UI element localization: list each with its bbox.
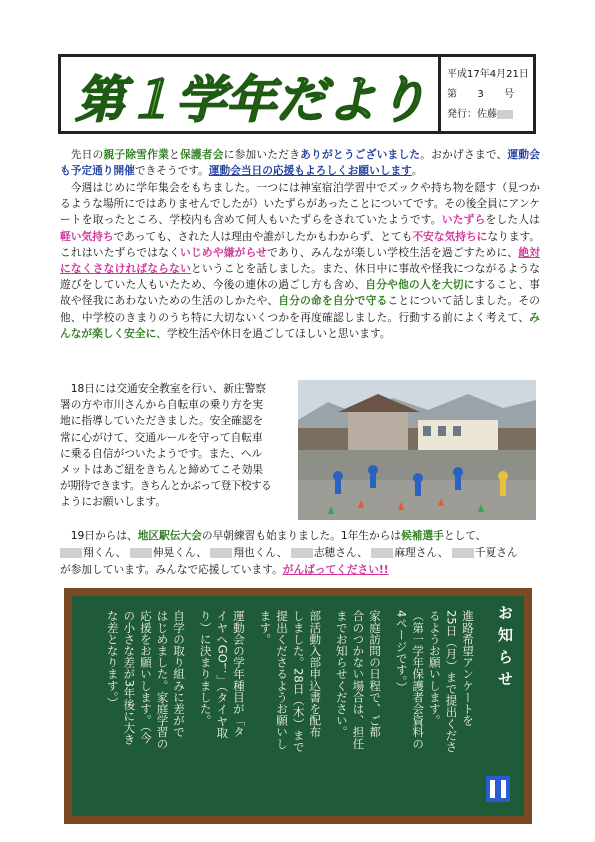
paragraph-assembly — [60, 180, 540, 342]
text-line: 地に指導していただきました。安全確認を — [60, 414, 264, 428]
issue-label: 第 — [447, 89, 457, 100]
redacted-name — [291, 548, 313, 558]
notice-line: （第一学年保護者会資料の — [411, 610, 426, 750]
text-line: に乗る自信がついたようです。また、ヘル — [60, 446, 263, 460]
notice-line: な差となります。） — [105, 610, 120, 709]
paragraph-relay-end — [60, 562, 540, 578]
redacted-name — [371, 548, 393, 558]
issue-number — [447, 89, 514, 101]
notice-title: お知らせ — [496, 605, 514, 693]
text: の早朝練習も始まりました。1年生からは — [201, 529, 402, 542]
title-banner — [67, 59, 437, 131]
paragraph-relay — [60, 528, 540, 544]
text-line: メットはあご紐をきちんと締めてこそ効果 — [60, 463, 264, 477]
header-divider — [438, 57, 441, 131]
text: ことについて話しました。その他、中学校のきまりのうち特に大切ないくつかを再度確認しました。行動する前によく考えて、 — [60, 294, 540, 324]
highlight: 不安な気持ちに — [412, 229, 488, 243]
text: できそうです。 — [134, 164, 209, 178]
highlight: がんばってください!! — [282, 563, 389, 576]
text: 。 — [411, 164, 423, 178]
newsletter-header — [58, 54, 536, 134]
text: 今週はじめに学年集会をもちました。一つには神室宿泊学習中でズックや持ち物を隠す（見つかるような場所にではありませんでしたが）いたずらがあったことについてです。その後全員にアンケートを取ったところ、学校内も含めて何人もいたずらをされていたようです。 — [60, 181, 540, 227]
highlight: 地区駅伝大会 — [137, 529, 202, 542]
notice-line: 運動会の学年種目が「タ — [231, 610, 246, 738]
runner-name: 千夏さん — [474, 546, 518, 559]
runner-name: 伸晃くん、 — [152, 546, 207, 559]
text-line: 常に心がけて、交通ルールを守って自転車 — [60, 430, 263, 444]
notice-line: 4ページです。） — [394, 610, 409, 693]
notice-line: 家庭訪問の日程で、ご都 — [368, 610, 383, 738]
text: が参加しています。みんなで応援しています。 — [60, 563, 283, 576]
highlight: みんなが楽しく安全に — [60, 310, 540, 340]
paragraph-relay-names — [60, 545, 540, 561]
issue-date: 平成17年4月21日 — [447, 69, 529, 80]
notice-badge-icon — [486, 776, 510, 802]
redacted-name — [60, 548, 82, 558]
text: であっても、された人は理由や誰がしたかもわからず、とても — [113, 229, 413, 243]
notice-line: の小さな差が3年後に大き — [122, 610, 137, 745]
text: と — [169, 148, 180, 161]
redacted-name — [210, 548, 232, 558]
highlight: ありがとうございました — [300, 148, 421, 161]
notice-line: までお知らせください。 — [334, 610, 349, 738]
redacted-name — [130, 548, 152, 558]
paragraph-thanks — [60, 147, 540, 179]
notice-line: はじめました。家庭学習の — [155, 610, 170, 750]
notice-line: 進路希望アンケートを — [461, 610, 475, 726]
text: をした人は — [485, 213, 540, 227]
text: 。おかげさまで、 — [420, 148, 508, 161]
text: に参加いただき — [223, 148, 301, 161]
notice-line: 部活動入部申込書を配布 — [308, 610, 323, 738]
highlight: 運動会当日の応援もよろしくお願いします — [208, 164, 412, 178]
paragraph-traffic-safety — [60, 381, 292, 511]
highlight: 絶対になくさなければならない — [60, 245, 540, 276]
notice-line: ます。 — [258, 610, 273, 645]
text-line: が期待できます。きちんとかぶって登下校する — [60, 479, 271, 493]
text: なります。これはいたずらではなく — [60, 229, 540, 259]
text-line: 署の方や市川さんから自転車の乗り方を実 — [60, 398, 264, 412]
highlight: 候補選手 — [401, 529, 444, 542]
highlight: 軽い気持ち — [60, 229, 114, 243]
notice-board — [72, 596, 524, 816]
highlight: いたずら — [441, 213, 486, 227]
newsletter-title: 第１学年だより — [75, 71, 427, 129]
notice-line: 自学の取り組みに差がで — [172, 610, 187, 738]
text: 19日からは、 — [70, 529, 138, 542]
redacted-name — [497, 110, 513, 119]
highlight: 自分の命を自分で守る — [278, 294, 388, 308]
publisher — [447, 109, 513, 121]
highlight: 自分や他の人を大切に — [365, 278, 475, 292]
text: として、 — [443, 529, 487, 542]
notice-columns — [104, 610, 476, 810]
runner-name: 翔也くん、 — [233, 546, 288, 559]
issue-value: 3 — [477, 89, 484, 100]
text: すること、事故や怪我にあわないための生活のしかたや、 — [60, 278, 540, 308]
notice-line: 合のつかない場合は、担任 — [351, 610, 366, 750]
text-line: ようにお願いします。 — [60, 495, 167, 509]
notice-line: イヤへGO！」（タイヤ取 — [215, 610, 230, 739]
notice-line: しました。28日（木）まで — [291, 610, 306, 753]
notice-line: り）に決まりました。 — [198, 610, 213, 726]
highlight: いじめや嫌がらせ — [180, 245, 268, 259]
publisher-text: 発行：佐藤 — [447, 109, 497, 120]
runner-name: 翔くん、 — [83, 546, 127, 559]
traffic-safety-photo — [298, 380, 536, 520]
issue-suffix: 号 — [504, 89, 515, 100]
notice-line: 提出くださるようお願いし — [275, 610, 290, 750]
text: 、学校生活や休日を過ごしてほしいと思います。 — [156, 326, 391, 340]
highlight: 運動会も予定通り開催 — [60, 148, 540, 178]
runner-name: 志穂さん、 — [313, 546, 368, 559]
notice-line: 応援をお願いします。（今 — [138, 610, 153, 744]
redacted-name — [452, 548, 474, 558]
highlight: 保護者会 — [179, 148, 224, 161]
text-line: 18日には交通安全教室を行い、新庄警察 — [70, 382, 266, 395]
text: ということを話しました。また、休日中に事故や怪我につながるような遊びをしていた人もいたため、今後の連休の過ごし方も含め、 — [60, 262, 540, 292]
highlight: 親子除雪作業 — [103, 148, 170, 161]
text: であり、みんなが楽しい学校生活を過ごすために、 — [267, 245, 519, 259]
notice-line: るようお願いします。 — [427, 610, 442, 726]
notice-board-frame — [64, 588, 532, 824]
runner-name: 麻理さん、 — [394, 546, 449, 559]
notice-line: 25日（月）まで提出くださ — [444, 610, 459, 753]
text: 先日の — [70, 148, 104, 161]
